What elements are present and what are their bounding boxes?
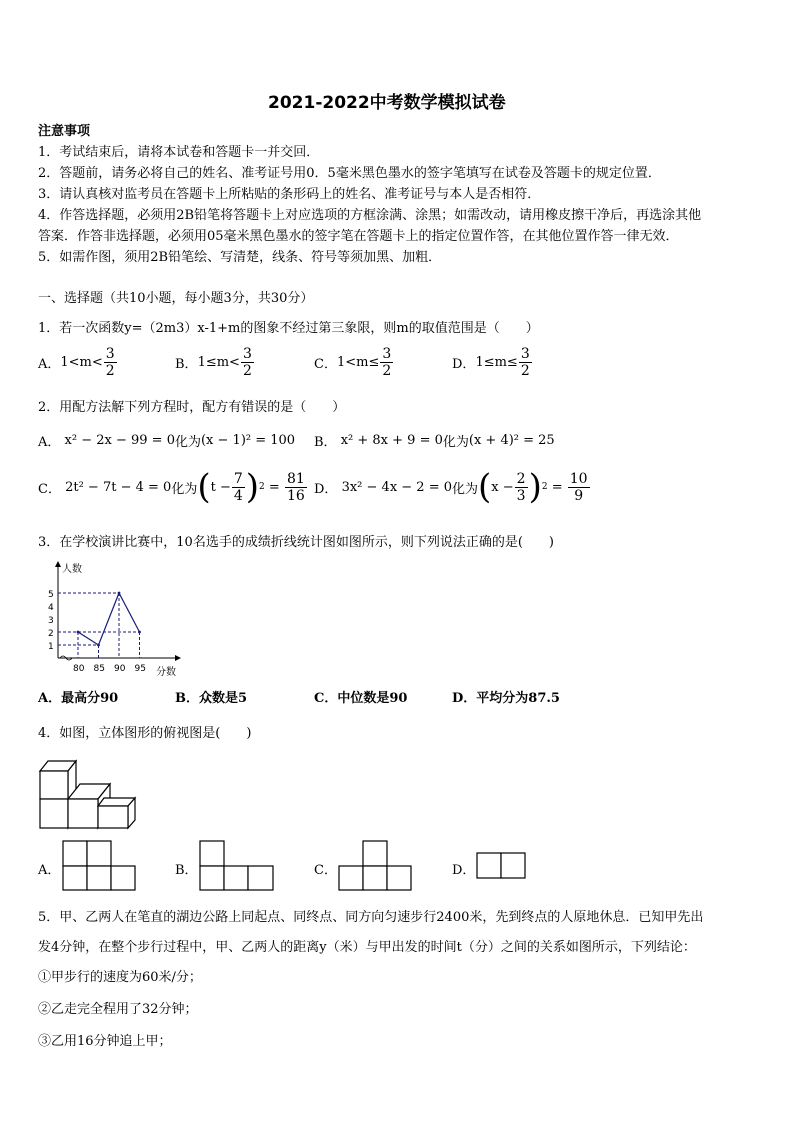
q4-option-c-label: C． <box>314 863 337 878</box>
result: (x + 4)² = 25 <box>468 433 555 448</box>
denominator: 2 <box>242 363 252 379</box>
notes-heading: 注意事项 <box>38 124 91 139</box>
equation: 2t² − 7t − 4 = 0 <box>65 479 172 495</box>
numerator: 2 <box>516 470 526 487</box>
q3-option-b: B．众数是5 <box>175 691 248 706</box>
q2-option-a <box>38 431 295 450</box>
line-chart <box>38 558 188 678</box>
note-item: 4．作答选择题，必须用2B铅笔将答题卡上对应选项的方框涂满、涂黑；如需改动，请用橡皮擦干净后，再选涂其他 <box>38 208 702 223</box>
equation: x² + 8x + 9 = 0 <box>340 433 443 448</box>
option-label: C． <box>38 481 61 497</box>
option-label: D． <box>314 481 338 497</box>
data-point <box>77 631 80 634</box>
section-heading: 一、选择题（共10小题，每小题3分，共30分） <box>38 291 314 306</box>
option-label: D． <box>452 357 476 372</box>
question-4-stem: 4．如图，立体图形的俯视图是( ) <box>38 726 252 741</box>
transform-word: 化为 <box>442 435 469 450</box>
option-text: 1≤m≤ <box>475 355 518 370</box>
question-1-stem: 1．若一次函数y=（2m3）x-1+m的图象不经过第三象限，则m的取值范围是（ ） <box>38 321 539 336</box>
left-paren: ( <box>197 467 211 507</box>
denominator: 2 <box>105 363 115 379</box>
data-point <box>118 592 121 595</box>
q1-option-d <box>452 347 533 378</box>
question-3-stem: 3．在学校演讲比赛中，10名选手的成绩折线统计图如图所示，则下列说法正确的是( ) <box>38 535 554 550</box>
x-tick-label: 80 <box>73 664 85 674</box>
x-axis-arrow <box>175 655 181 661</box>
numerator: 3 <box>520 346 530 362</box>
numerator: 3 <box>242 346 252 362</box>
x-tick-label: 90 <box>114 664 126 674</box>
denominator: 3 <box>516 487 526 504</box>
q5-conclusion-3: ③乙用16分钟追上甲； <box>38 1034 172 1049</box>
y-tick-label: 1 <box>48 642 54 652</box>
result: (x − 1)² = 100 <box>200 433 296 448</box>
q3-option-a: A．最高分90 <box>38 691 119 706</box>
data-point <box>138 631 141 634</box>
option-label: C． <box>314 357 337 372</box>
note-item: 3．请认真核对监考员在答题卡上所粘贴的条形码上的姓名、准考证号与本人是否相符． <box>38 187 541 202</box>
option-label: A． <box>38 357 61 372</box>
q4-option-c-view <box>338 840 414 892</box>
note-item: 5．如需作图，须用2B铅笔绘、写清楚，线条、符号等须加黑、加粗． <box>38 250 442 265</box>
q4-option-d-view <box>476 852 528 880</box>
x-axis-label: 分数 <box>156 667 176 678</box>
denominator: 9 <box>574 487 584 504</box>
y-tick-label: 5 <box>48 590 54 600</box>
denominator: 2 <box>520 363 530 379</box>
series-line <box>78 593 140 645</box>
q3-option-d: D．平均分为87.5 <box>452 691 560 706</box>
right-paren: ) <box>528 467 542 507</box>
q1-option-c <box>314 347 394 378</box>
option-label: B． <box>175 357 198 372</box>
question-5-stem-line2: 发4分钟，在整个步行过程中，甲、乙两人的距离y（米）与甲出发的时间t（分）之间的关系如图所示，下列结论： <box>38 940 696 955</box>
q4-option-a-label: A． <box>38 863 61 878</box>
question-5-stem-line1: 5．甲、乙两人在笔直的湖边公路上同起点、同终点、同方向匀速步行2400米，先到终点的人原地休息．已知甲先出 <box>38 910 704 925</box>
option-label: B． <box>314 435 337 450</box>
fraction <box>519 347 532 378</box>
option-label: A． <box>38 435 61 450</box>
q2-option-b <box>314 431 555 450</box>
q3-option-c: C．中位数是90 <box>314 691 408 706</box>
numerator: 3 <box>382 346 392 362</box>
square-exponent: 2 <box>541 482 548 492</box>
right-paren: ) <box>245 467 260 507</box>
fraction <box>241 347 254 378</box>
y-tick-label: 2 <box>48 629 54 639</box>
q5-conclusion-1: ①甲步行的速度为60米/分； <box>38 970 202 985</box>
numerator: 10 <box>569 470 588 487</box>
denominator: 2 <box>382 363 392 379</box>
equation: x² − 2x − 99 = 0 <box>64 433 175 448</box>
note-item: 答案．作答非选择题，必须用05毫米黑色墨水的签字笔在答题卡上的指定位置作答，在其他位置作答一律无效． <box>38 229 679 244</box>
numerator: 3 <box>105 346 115 362</box>
q4-option-a-view <box>62 840 136 892</box>
fraction <box>232 472 245 503</box>
q4-option-b-view <box>199 840 275 892</box>
fraction <box>380 347 393 378</box>
equation: 3x² − 4x − 2 = 0 <box>341 479 453 495</box>
page-title: 2021-2022中考数学模拟试卷 <box>268 93 506 113</box>
fraction <box>568 472 590 503</box>
transform-word: 化为 <box>452 481 479 497</box>
fraction <box>515 472 528 503</box>
y-tick-label: 4 <box>48 603 54 613</box>
inner-expression: x − <box>491 479 514 495</box>
fraction <box>285 472 307 503</box>
question-2-stem: 2．用配方法解下列方程时，配方有错误的是（ ） <box>38 400 346 415</box>
q2-option-d: D． 3x² − 4x − 2 = 0 化为 ( x − $\frac{2}{3}$ ) 2 = $\frac{10}{9}$ <box>314 467 588 507</box>
q1-option-b <box>175 347 255 378</box>
transform-word: 化为 <box>174 435 201 450</box>
data-point <box>97 644 100 647</box>
solid-figure <box>36 756 144 832</box>
transform-word: 化为 <box>171 481 198 497</box>
x-tick-label: 85 <box>93 664 105 674</box>
q4-option-d-label: D． <box>452 863 476 878</box>
option-text: 1≤m< <box>197 355 240 370</box>
option-text: 1<m< <box>60 355 103 370</box>
numerator: 81 <box>286 470 305 487</box>
denominator: 4 <box>233 487 243 504</box>
numerator: 7 <box>233 470 243 487</box>
y-axis-arrow <box>55 561 61 567</box>
q1-option-a <box>38 347 118 378</box>
square-exponent: 2 <box>259 482 265 492</box>
y-tick-label: 3 <box>48 616 54 626</box>
q2-option-c: C． 2t² − 7t − 4 = 0 化为 ( t − $\frac{7}{4}$ ) 2 = $\frac{81}{16}$ <box>38 467 305 507</box>
fraction <box>104 347 117 378</box>
option-text: 1<m≤ <box>336 355 380 370</box>
denominator: 16 <box>286 487 305 504</box>
left-paren: ( <box>478 467 492 507</box>
inner-expression: t − <box>210 479 231 495</box>
y-axis-label: 人数 <box>62 564 82 575</box>
x-tick-label: 95 <box>134 664 146 674</box>
note-item: 1．考试结束后，请将本试卷和答题卡一并交回． <box>38 145 320 160</box>
note-item: 2．答题前，请务必将自己的姓名、准考证号用0．5毫米黑色墨水的签字笔填写在试卷及答题卡的规定位置． <box>38 166 661 181</box>
q4-option-b-label: B． <box>175 863 198 878</box>
q5-conclusion-2: ②乙走完全程用了32分钟； <box>38 1002 198 1017</box>
